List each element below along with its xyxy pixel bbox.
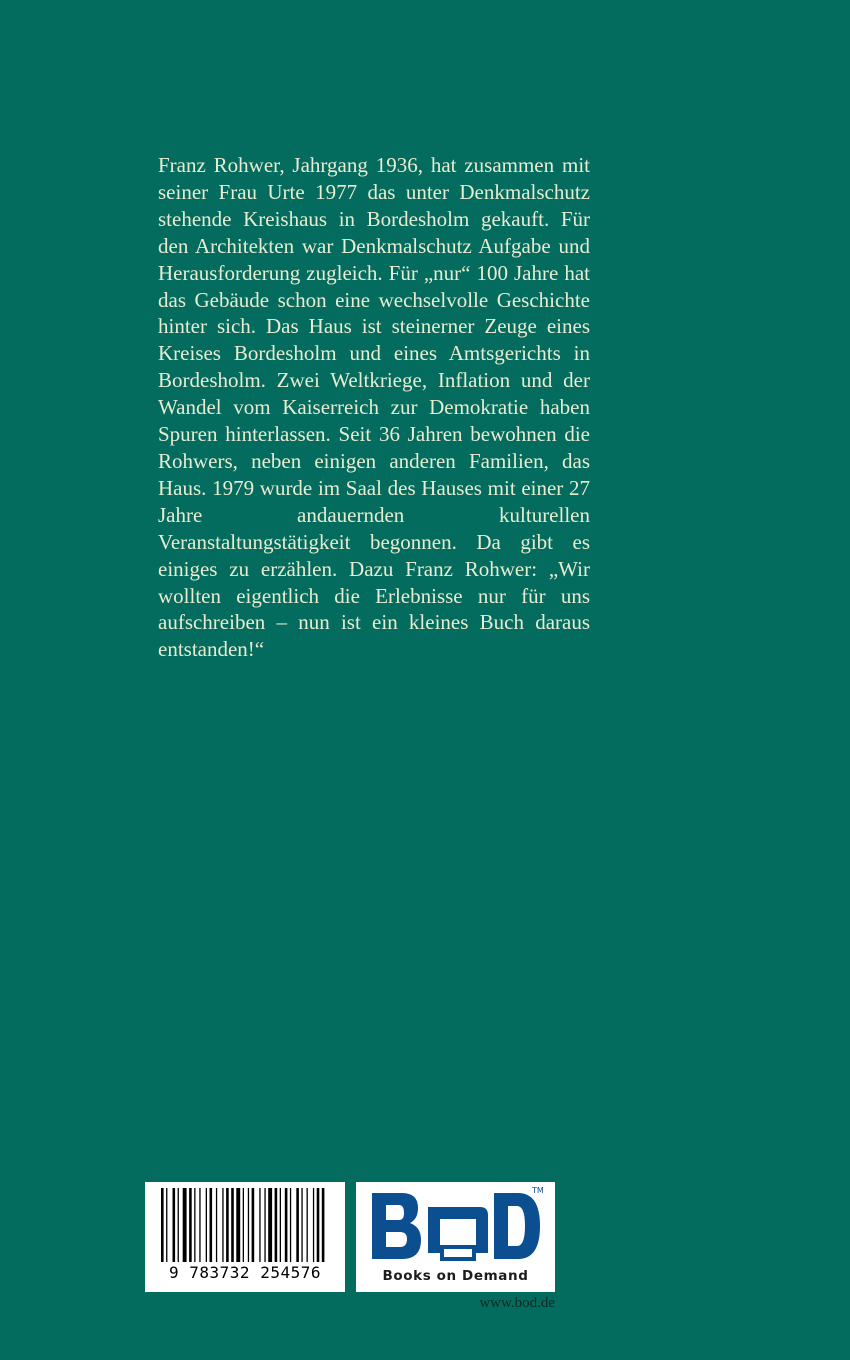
barcode-bars: [159, 1188, 331, 1262]
trademark-mark: TM: [532, 1186, 544, 1195]
bod-logo-icon: [368, 1187, 543, 1267]
blurb-text: Franz Rohwer, Jahrgang 1936, hat zusammen mit seiner Frau Urte 1977 das unter Denkmalschutz stehende Kreishaus in Bordesholm gekauft. Für den Architekten war Denkmalschutz Aufgabe und Herausforderung zugleich. Für „nur“ 100 Jahre hat das Gebäude schon eine wechselvolle Geschichte hinter sich. Das Haus ist steinerner Zeuge eines Kreises Bordesholm und eines Amtsgerichts in Bordesholm. Zwei Weltkriege, Inflation und der Wandel vom Kaiserreich zur Demokratie haben Spuren hinterlassen. Seit 36 Jahren bewohnen die Rohwers, neben einigen anderen Familien, das Haus. 1979 wurde im Saal des Hauses mit einer 27 Jahre andauernden kulturellen Veranstaltungstätigkeit begonnen. Da gibt es einiges zu erzählen. Dazu Franz Rohwer: „Wir wollten eigentlich die Erlebnisse nur für uns aufschreiben – nun ist ein kleines Buch daraus entstanden!“: [158, 153, 590, 662]
isbn-barcode: [145, 1182, 345, 1292]
publisher-url: www.bod.de: [479, 1295, 555, 1311]
barcode-digits: 9 783732 254576: [169, 1263, 321, 1282]
publisher-logo-box: [356, 1182, 555, 1292]
publisher-name: Books on Demand: [382, 1268, 529, 1284]
